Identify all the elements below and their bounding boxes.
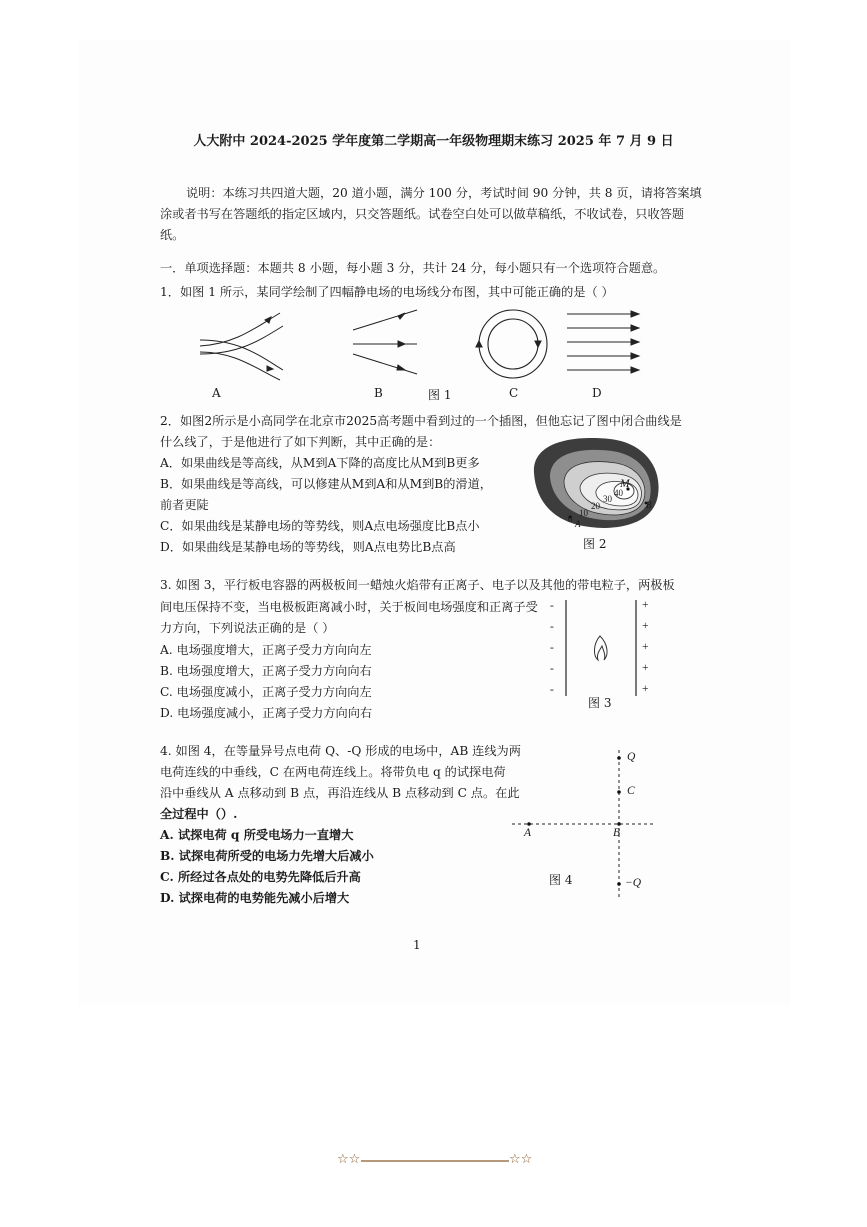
star-icon: ☆☆ bbox=[509, 1152, 533, 1167]
figure-1d-field-lines bbox=[567, 311, 639, 373]
figure-3-capacitor bbox=[560, 600, 640, 700]
figure-1-label-c: C bbox=[509, 386, 519, 400]
figure-1-label-a: A bbox=[212, 386, 221, 400]
question-2-option-b-1: B．如果曲线是等高线，可以修建从M到A和从M到B的滑道， bbox=[160, 477, 492, 491]
figure-3-plus-5: + bbox=[642, 683, 649, 695]
question-4-stem-2: 电荷连线的中垂线，C 在两电荷连线上。将带负电 q 的试探电荷 bbox=[160, 765, 506, 779]
question-4-stem-3: 沿中垂线从 A 点移动到 B 点，再沿连线从 B 点移动到 C 点。在此 bbox=[160, 786, 520, 800]
figure-4-label-a: A bbox=[524, 827, 532, 839]
figure-3-minus-5: - bbox=[550, 684, 554, 696]
figure-2-label-b: B bbox=[646, 500, 652, 510]
figure-1-caption: 图 1 bbox=[428, 388, 452, 402]
question-3-option-b: B. 电场强度增大，正离子受力方向向右 bbox=[160, 664, 372, 678]
figure-2-contour-map bbox=[530, 433, 665, 533]
question-3-stem-3: 力方向，下列说法正确的是（ ） bbox=[160, 621, 335, 635]
figure-2-contour-10: 10 bbox=[579, 508, 588, 518]
question-3-stem-2: 间电压保持不变，当电极板距离减小时，关于板间电场强度和正离子受 bbox=[160, 600, 538, 614]
figure-1b-field-lines bbox=[353, 310, 417, 374]
figure-3-minus-3: - bbox=[550, 642, 554, 654]
star-icon: ☆☆ bbox=[337, 1152, 361, 1167]
figure-4-label-c: C bbox=[627, 785, 635, 797]
figure-2-contour-30: 30 bbox=[603, 494, 612, 504]
figure-2-contour-20: 20 bbox=[591, 501, 600, 511]
figure-4-label-q: Q bbox=[627, 751, 636, 763]
figure-3-plus-4: + bbox=[642, 662, 649, 674]
instructions-line-2: 涂或者书写在答题纸的指定区域内，只交答题纸。试卷空白处可以做草稿纸，不收试卷，只收答题 bbox=[160, 207, 685, 221]
figure-2-contour-0: 0 bbox=[568, 514, 573, 524]
question-4-option-a: A. 试探电荷 q 所受电场力一直增大 bbox=[160, 828, 354, 842]
figure-3-plus-3: + bbox=[642, 641, 649, 653]
question-4-stem-1: 4. 如图 4，在等量异号点电荷 Q、-Q 形成的电场中，AB 连线为两 bbox=[160, 744, 521, 758]
question-2-option-b-2: 前者更陡 bbox=[160, 498, 209, 512]
question-3-stem-1: 3. 如图 3，平行板电容器的两极板间一蜡烛火焰带有正离子、电子以及其他的带电粒子，两极板 bbox=[160, 578, 675, 592]
question-2-option-a: A．如果曲线是等高线，从M到A下降的高度比从M到B更多 bbox=[160, 456, 480, 470]
figure-3-caption: 图 3 bbox=[588, 696, 612, 710]
question-4-option-b: B. 试探电荷所受的电场力先增大后减小 bbox=[160, 849, 374, 863]
figure-3-plus-1: + bbox=[642, 599, 649, 611]
figure-2-label-a: A bbox=[575, 519, 581, 529]
question-3-option-d: D. 电场强度减小，正离子受力方向向右 bbox=[160, 706, 373, 720]
question-2-option-d: D．如果曲线是某静电场的等势线，则A点电势比B点高 bbox=[160, 540, 456, 554]
footer-divider bbox=[361, 1160, 509, 1162]
footer-ornament bbox=[337, 1152, 537, 1168]
question-3-option-c: C. 电场强度减小，正离子受力方向向左 bbox=[160, 685, 372, 699]
figure-3-minus-4: - bbox=[550, 663, 554, 675]
figure-2-label-m: M bbox=[620, 478, 630, 490]
question-1-stem: 1．如图 1 所示，某同学绘制了四幅静电场的电场线分布图，其中可能正确的是（ ） bbox=[160, 285, 614, 299]
question-3-option-a: A. 电场强度增大，正离子受力方向向左 bbox=[160, 643, 372, 657]
section-heading: 一．单项选择题：本题共 8 小题，每小题 3 分，共计 24 分，每小题只有一个选项符合题意。 bbox=[160, 261, 666, 275]
question-4-stem-4: 全过程中（）. bbox=[160, 807, 238, 821]
figure-3-plus-2: + bbox=[642, 620, 649, 632]
figure-1a-field-lines bbox=[200, 313, 283, 380]
figure-4-label-b: B bbox=[613, 827, 621, 839]
question-2-stem-2: 什么线了，于是他进行了如下判断，其中正确的是： bbox=[160, 435, 441, 449]
question-4-option-d: D. 试探电荷的电势能先减小后增大 bbox=[160, 891, 350, 905]
question-4-option-c: C. 所经过各点处的电势先降低后升高 bbox=[160, 870, 361, 884]
figure-4-label-neg-q: −Q bbox=[625, 877, 642, 889]
figure-1-label-d: D bbox=[592, 386, 602, 400]
figure-2-contour-40: 40 bbox=[614, 488, 623, 498]
figure-1c-field-lines bbox=[476, 310, 547, 378]
figure-3-minus-1: - bbox=[550, 600, 554, 612]
figure-3-minus-2: - bbox=[550, 621, 554, 633]
question-2-stem-1: 2．如图2所示是小高同学在北京市2025高考题中看到过的一个插图，但他忘记了图中闭合曲线是 bbox=[160, 414, 682, 428]
page-number: 1 bbox=[413, 938, 421, 952]
figure-1-diagram bbox=[195, 308, 655, 383]
figure-1-label-b: B bbox=[374, 386, 383, 400]
figure-4-caption: 图 4 bbox=[549, 873, 573, 887]
candle-flame-icon bbox=[594, 636, 607, 660]
figure-2-caption: 图 2 bbox=[583, 537, 607, 551]
page-title: 人大附中 2024-2025 学年度第二学期高一年级物理期末练习 2025 年 7 月 9 日 bbox=[193, 134, 674, 149]
instructions-line-1: 说明：本练习共四道大题，20 道小题，满分 100 分，考试时间 90 分钟，共 8 页，请将答案填 bbox=[186, 186, 702, 200]
question-2-option-c: C．如果曲线是某静电场的等势线，则A点电场强度比B点小 bbox=[160, 519, 480, 533]
instructions-line-3: 纸。 bbox=[160, 228, 185, 242]
